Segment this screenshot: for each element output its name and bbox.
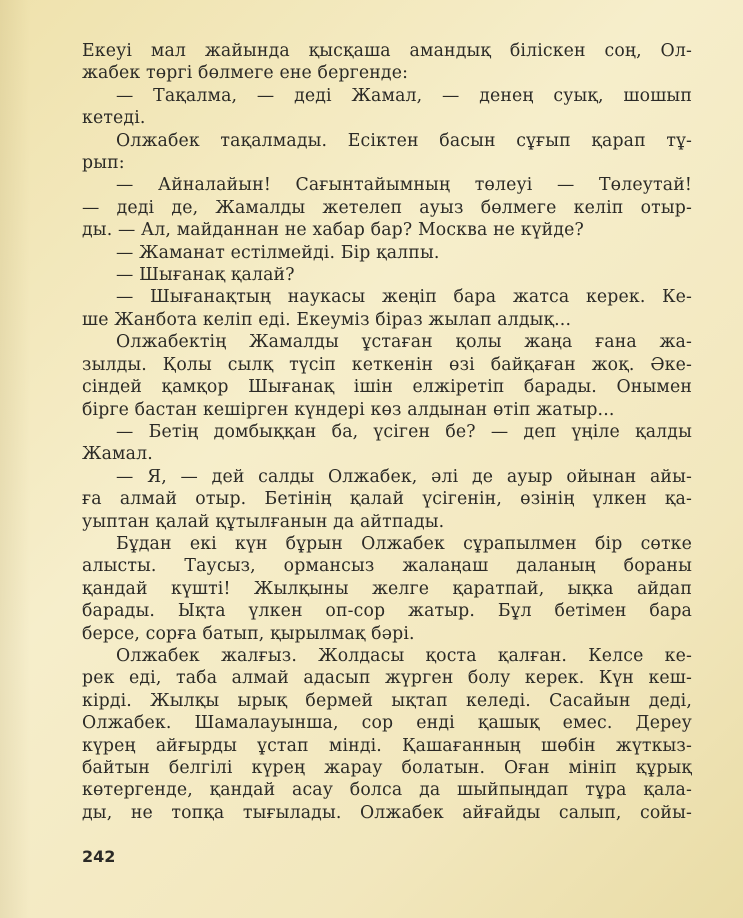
- text-line: ды, не топқа тығылады. Олжабек айғайды салып, сойы-: [82, 802, 692, 823]
- text-line: Олжабек. Шамалауынша, сор енді қашық емес. Дереу: [82, 713, 692, 734]
- text-line: — Жаманат естілмейді. Бір қалпы.: [116, 242, 440, 263]
- text-line: бірге бастан кешірген күндері көз алдынан өтіп жатыр...: [82, 399, 615, 420]
- text-line: Жамал.: [82, 444, 153, 465]
- text-line: байтын белгілі күрең жарау болатын. Оған мініп құрық: [82, 758, 692, 778]
- text-line: Олжабек тақалмады. Есіктен басын сұғып қарап тұ-: [116, 130, 692, 151]
- text-line: рып:: [82, 153, 125, 174]
- text-line: күрең айғырды ұстап мінді. Қашағанның шөбін жүткыз-: [82, 735, 692, 756]
- text-line: барады. Ықта үлкен оп-сор жатыр. Бұл бетімен бара: [82, 601, 692, 622]
- text-line: — деді де, Жамалды жетелеп ауыз бөлмеге келіп отыр-: [82, 197, 692, 218]
- text-line: рек еді, таба алмай адасып жүрген болу керек. Күн кеш-: [82, 668, 692, 689]
- page-number: 242: [82, 847, 116, 866]
- text-line: — Я, — дей салды Олжабек, әлі де ауыр ойынан айы-: [116, 466, 692, 487]
- text-line: сіндей қамқор Шығанақ ішін елжіретіп барады. Онымен: [82, 377, 692, 398]
- text-line: Олжабек жалғыз. Жолдасы қоста қалған. Келсе ке-: [116, 645, 692, 666]
- text-line: қандай күшті! Жылқыны желге қаратпай, ықка айдап: [82, 578, 692, 599]
- page-binding-shadow: [0, 0, 30, 918]
- text-line: — Шығанақ қалай?: [116, 265, 295, 286]
- text-line: Екеуі мал жайында қысқаша амандық біліскен соң, Ол-: [82, 41, 692, 61]
- text-line: ше Жанбота келіп еді. Екеуміз біраз жылап алдық...: [82, 309, 572, 330]
- text-line: кірді. Жылқы ырық бермей ықтап келеді. Сасайын деді,: [82, 690, 692, 711]
- text-line: — Шығанақтың наукасы жеңіп бара жатса керек. Ке-: [116, 287, 692, 308]
- text-line: алысты. Таусыз, ормансыз жалаңаш даланың бораны: [82, 556, 692, 577]
- text-line: көтергенде, қандай асау болса да шыйпыңдап тұра қала-: [82, 780, 692, 801]
- text-line: — Тақалма, — деді Жамал, — денең суық, шошып: [116, 85, 692, 106]
- text-line: — Бетің домбыққан ба, үсіген бе? — деп үңіле қалды: [116, 421, 692, 442]
- book-page-text: [82, 40, 692, 824]
- text-line: зылды. Қолы сылқ түсіп кеткенін өзі байқаған жоқ. Әке-: [82, 354, 692, 375]
- text-line: ға алмай отыр. Бетінің қалай үсігенін, өзінің үлкен қа-: [82, 489, 692, 510]
- text-line: Олжабектің Жамалды ұстаған қолы жаңа ғана жа-: [116, 332, 692, 353]
- text-line: Бұдан екі күн бұрын Олжабек сұрапылмен бір сөтке: [116, 533, 692, 554]
- text-line: — Айналайын! Сағынтайымның төлеуі — Төлеутай!: [116, 175, 692, 196]
- text-line: кетеді.: [82, 108, 146, 129]
- text-line: жабек төргі бөлмеге ене бергенде:: [82, 63, 409, 84]
- text-line: уыптан қалай құтылғанын да айтпады.: [82, 511, 445, 532]
- text-line: ды. — Ал, майданнан не хабар бар? Москва не күйде?: [82, 220, 584, 241]
- text-line: берсе, сорға батып, қырылмақ бәрі.: [82, 623, 415, 644]
